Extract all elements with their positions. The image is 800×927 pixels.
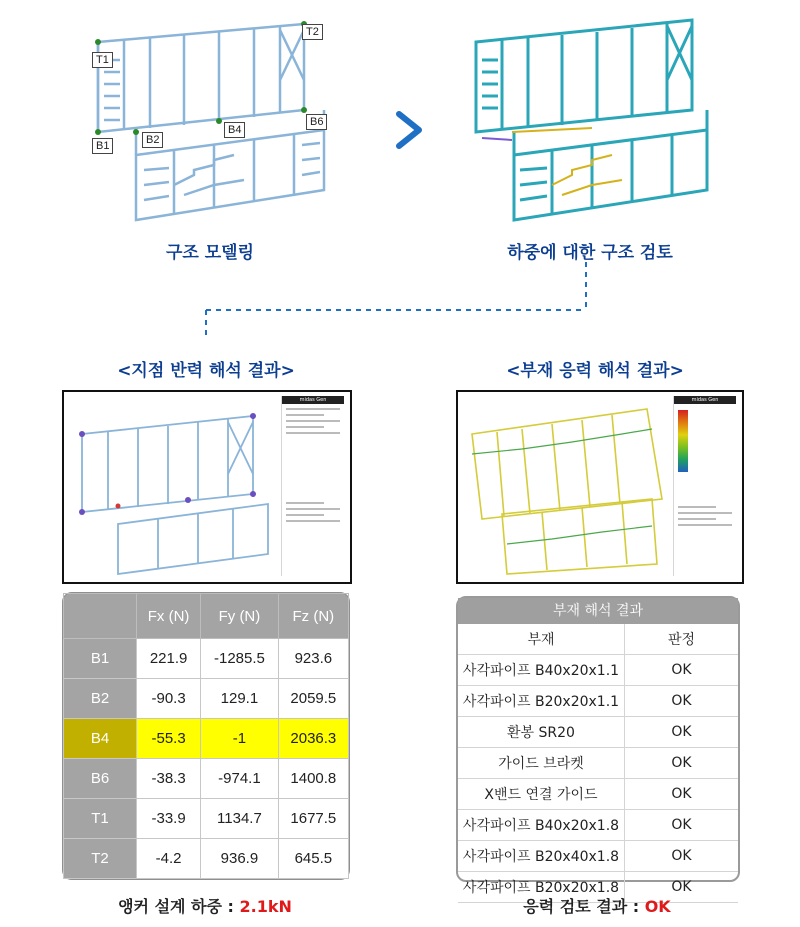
fy-cell: -1 [201,719,278,759]
fx-cell: -90.3 [137,679,201,719]
fx-cell: -38.3 [137,759,201,799]
fx-cell: 221.9 [137,639,201,679]
result-cell: OK [625,717,739,748]
table-row-highlighted [64,719,349,759]
table-header-row [458,624,738,655]
stress-result-image [456,390,744,584]
row-label: B2 [64,679,137,719]
table-header-row [64,594,349,639]
stress-result-value: OK [644,897,671,916]
table-row [64,639,349,679]
table-row [64,759,349,799]
column-header-result: 판정 [625,624,739,655]
structure-model-caption: 구조 모델링 [165,243,255,263]
node-label-b6: B6 [306,114,327,130]
fz-cell: 1677.5 [278,799,348,839]
row-label: B6 [64,759,137,799]
table-title: 부재 해석 결과 [458,598,738,624]
structure-model-drawing [84,10,334,225]
column-header-fy: Fy (N) [201,594,278,639]
row-label: T2 [64,839,137,879]
fx-cell: -55.3 [137,719,201,759]
load-review-drawing [462,10,722,225]
table-row [458,748,738,779]
reaction-result-image [62,390,352,584]
result-cell: OK [625,810,739,841]
node-label-b1: B1 [92,138,113,154]
member-stress-table [456,596,740,896]
stress-contour-drawing [462,394,672,580]
stress-result-label: 응력 검토 결과 : [523,897,645,916]
load-review-figure [462,10,722,225]
member-cell: 사각파이프 B20x40x1.8 [458,841,625,872]
fz-cell: 923.6 [278,639,348,679]
fz-cell: 2036.3 [278,719,348,759]
fz-cell: 645.5 [278,839,348,879]
column-header-fx: Fx (N) [137,594,201,639]
fz-cell: 2059.5 [278,679,348,719]
anchor-load-value: 2.1kN [239,897,292,916]
stress-legend-pane [673,396,736,576]
reaction-legend-pane [281,396,344,576]
fy-cell: 1134.7 [201,799,278,839]
fx-cell: -4.2 [137,839,201,879]
fz-cell: 1400.8 [278,759,348,799]
reaction-force-table [62,592,350,880]
table-row [458,655,738,686]
software-brand: midas Gen [282,396,344,404]
member-cell: 사각파이프 B40x20x1.8 [458,810,625,841]
row-label: T1 [64,799,137,839]
result-cell: OK [625,779,739,810]
table-row [458,717,738,748]
column-header-fz: Fz (N) [278,594,348,639]
table-row [64,799,349,839]
table-row [458,841,738,872]
reaction-frame-drawing [68,394,288,580]
table-row [458,686,738,717]
row-label: B4 [64,719,137,759]
member-cell: X밴드 연결 가이드 [458,779,625,810]
fy-cell: 129.1 [201,679,278,719]
column-header [64,594,137,639]
dashed-connector [200,262,600,342]
member-cell: 사각파이프 B40x20x1.1 [458,655,625,686]
fx-cell: -33.9 [137,799,201,839]
reaction-section-title: <지점 반력 해석 결과> [117,361,295,381]
row-label: B1 [64,639,137,679]
member-cell: 사각파이프 B20x20x1.1 [458,686,625,717]
table-row [64,839,349,879]
structure-model-figure [84,10,334,225]
fy-cell: -1285.5 [201,639,278,679]
load-review-caption: 하중에 대한 구조 검토 [507,243,673,263]
result-cell: OK [625,841,739,872]
chevron-right-icon [395,110,425,150]
member-cell: 가이드 브라켓 [458,748,625,779]
result-cell: OK [625,872,739,903]
table-row [458,810,738,841]
software-brand: midas Gen [674,396,736,404]
node-label-t1: T1 [92,52,113,68]
node-label-t2: T2 [302,24,323,40]
anchor-design-load [60,894,350,917]
result-cell: OK [625,748,739,779]
result-cell: OK [625,655,739,686]
stress-section-title: <부재 응력 해석 결과> [506,361,684,381]
color-scale-legend [678,410,688,472]
member-cell: 사각파이프 B20x20x1.8 [458,872,625,903]
column-header-member: 부재 [458,624,625,655]
node-label-b2: B2 [142,132,163,148]
member-cell: 환봉 SR20 [458,717,625,748]
table-row [64,679,349,719]
fy-cell: 936.9 [201,839,278,879]
result-cell: OK [625,686,739,717]
table-row [458,779,738,810]
anchor-load-label: 앵커 설계 하중 : [118,897,240,916]
stress-review-result [456,894,738,917]
fy-cell: -974.1 [201,759,278,799]
node-label-b4: B4 [224,122,245,138]
